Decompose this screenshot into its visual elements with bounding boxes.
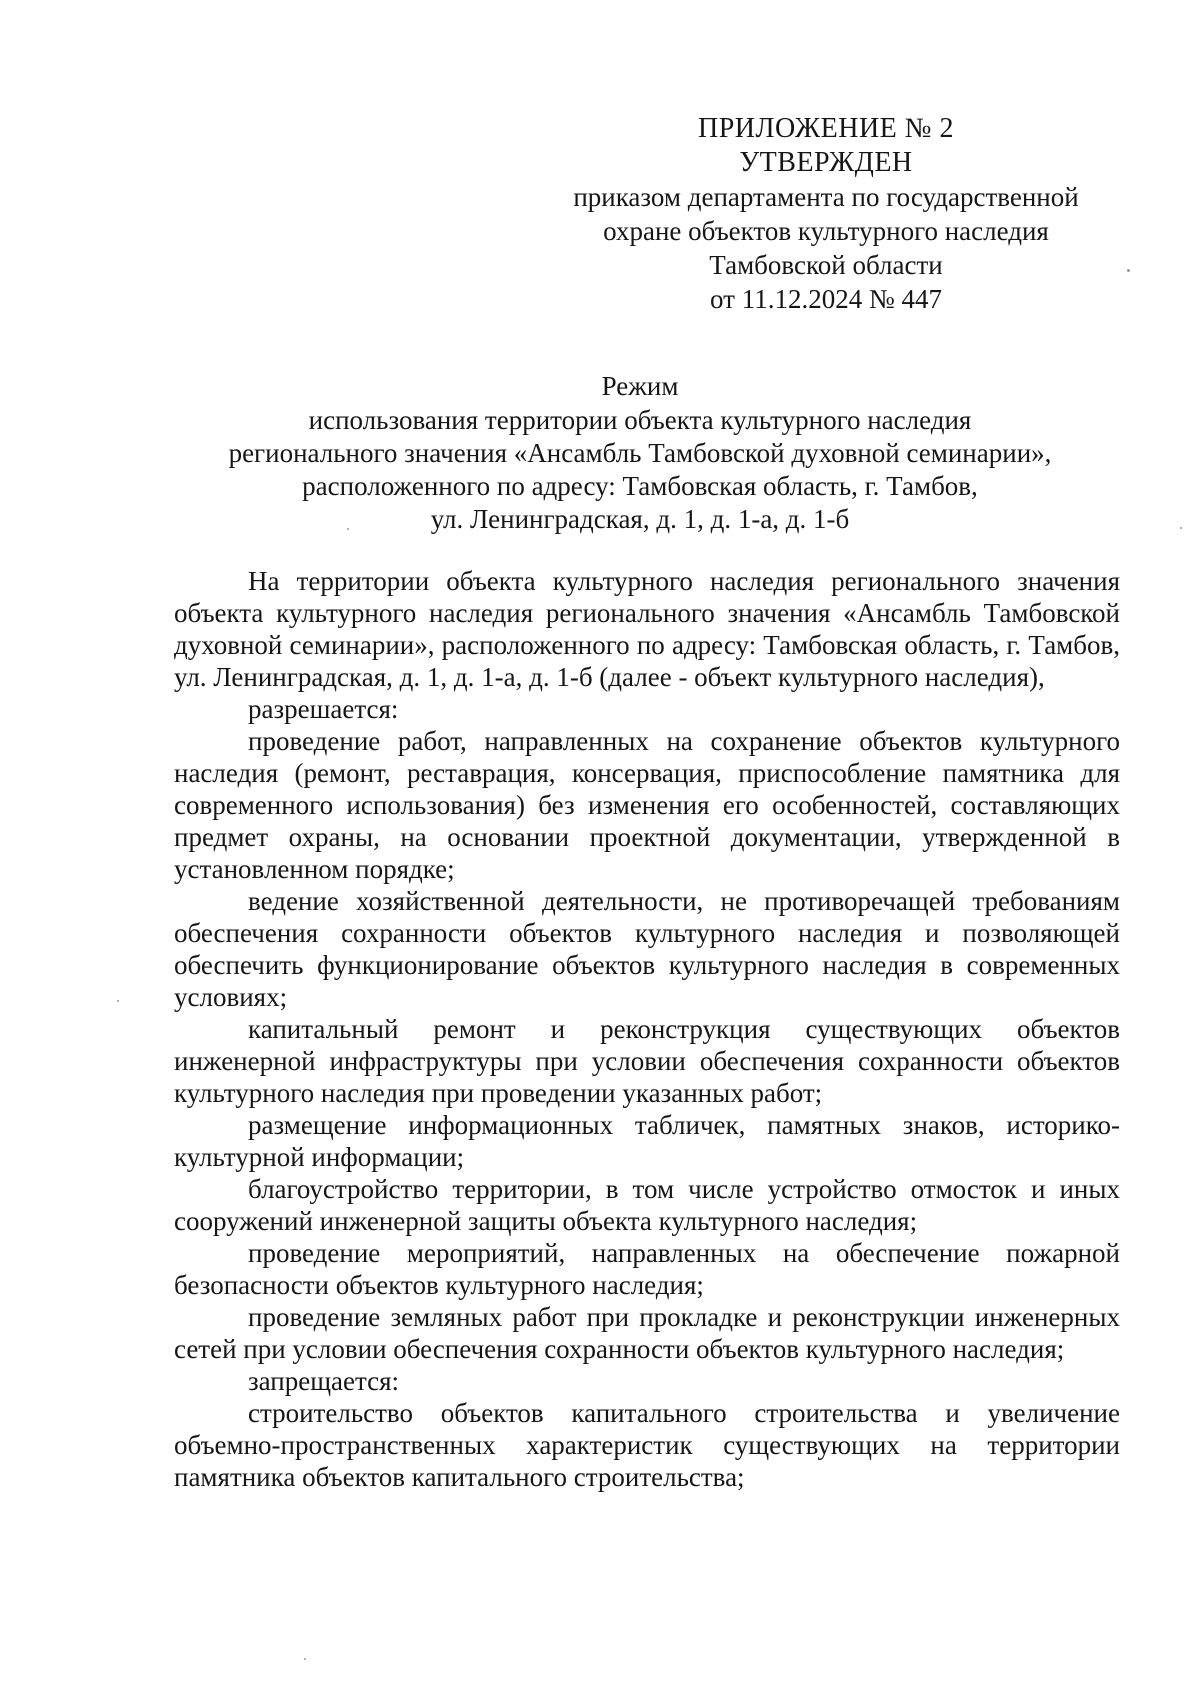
approval-line-2: охране объектов культурного наследия [603, 216, 1049, 246]
allowed-item: капитальный ремонт и реконструкция существующих объектов инженерной инфраструктуры при условии обеспечения сохранности объектов культурного наследия при проведении указанных работ; [174, 1014, 1120, 1108]
document-body [174, 565, 1120, 1493]
allowed-item: проведение мероприятий, направленных на обеспечение пожарной безопасности объектов культурного наследия; [174, 1238, 1120, 1300]
allowed-heading: разрешается: [248, 694, 399, 724]
title-line-5: ул. Ленинградская, д. 1, д. 1-а, д. 1-б [430, 504, 850, 534]
allowed-item: проведение земляных работ при прокладке и реконструкции инженерных сетей при условии обеспечения сохранности объектов культурного наследия; [174, 1302, 1120, 1364]
approval-line-3: Тамбовской области [709, 250, 943, 280]
title-line-2: использования территории объекта культурного наследия [308, 405, 972, 435]
document-title [160, 370, 1120, 536]
title-line-1: Режим [601, 371, 679, 401]
title-line-3: регионального значения «Ансамбль Тамбовской духовной семинарии», [228, 438, 1052, 468]
title-line-4: расположенного по адресу: Тамбовская область, г. Тамбов, [302, 471, 978, 501]
annex-number: ПРИЛОЖЕНИЕ № 2 [698, 113, 954, 144]
approval-line-1: приказом департамента по государственной [573, 182, 1079, 212]
allowed-item: ведение хозяйственной деятельности, не противоречащей требованиям обеспечения сохранности объектов культурного наследия и позволяющей обеспечить функционирование объектов культурного наследия в современных условиях; [174, 886, 1120, 1012]
scan-speck [347, 528, 349, 530]
allowed-item: проведение работ, направленных на сохранение объектов культурного наследия (ремонт, реставрация, консервация, приспособление памятника для современного использования) без изменения его особенностей, составляющих предмет охраны, на основании проектной документации, утвержденной в установленном порядке; [174, 726, 1120, 884]
scan-speck [1180, 527, 1182, 529]
approved-label: УТВЕРЖДЕН [739, 147, 913, 178]
scan-speck [304, 1658, 306, 1660]
scan-speck [117, 1000, 119, 1002]
forbidden-item: строительство объектов капитального строительства и увеличение объемно-пространственных характеристик существующих на территории памятника объектов капитального строительства; [174, 1398, 1120, 1492]
forbidden-heading: запрещается: [248, 1366, 400, 1396]
allowed-item: размещение информационных табличек, памятных знаков, историко-культурной информации; [174, 1110, 1120, 1172]
approval-block [556, 112, 1096, 316]
allowed-item: благоустройство территории, в том числе устройство отмосток и иных сооружений инженерной защиты объекта культурного наследия; [174, 1174, 1120, 1236]
scan-speck [1127, 269, 1130, 272]
intro-paragraph: На территории объекта культурного наследия регионального значения объекта культурного наследия регионального значения «Ансамбль Тамбовской духовной семинарии», расположенного по адресу: Тамбовская область, г. Тамбов, ул. Ленинградская, д. 1, д. 1-а, д. 1-б (далее - объект культурного наследия), [174, 566, 1120, 692]
approval-date-number: от 11.12.2024 № 447 [710, 284, 942, 314]
